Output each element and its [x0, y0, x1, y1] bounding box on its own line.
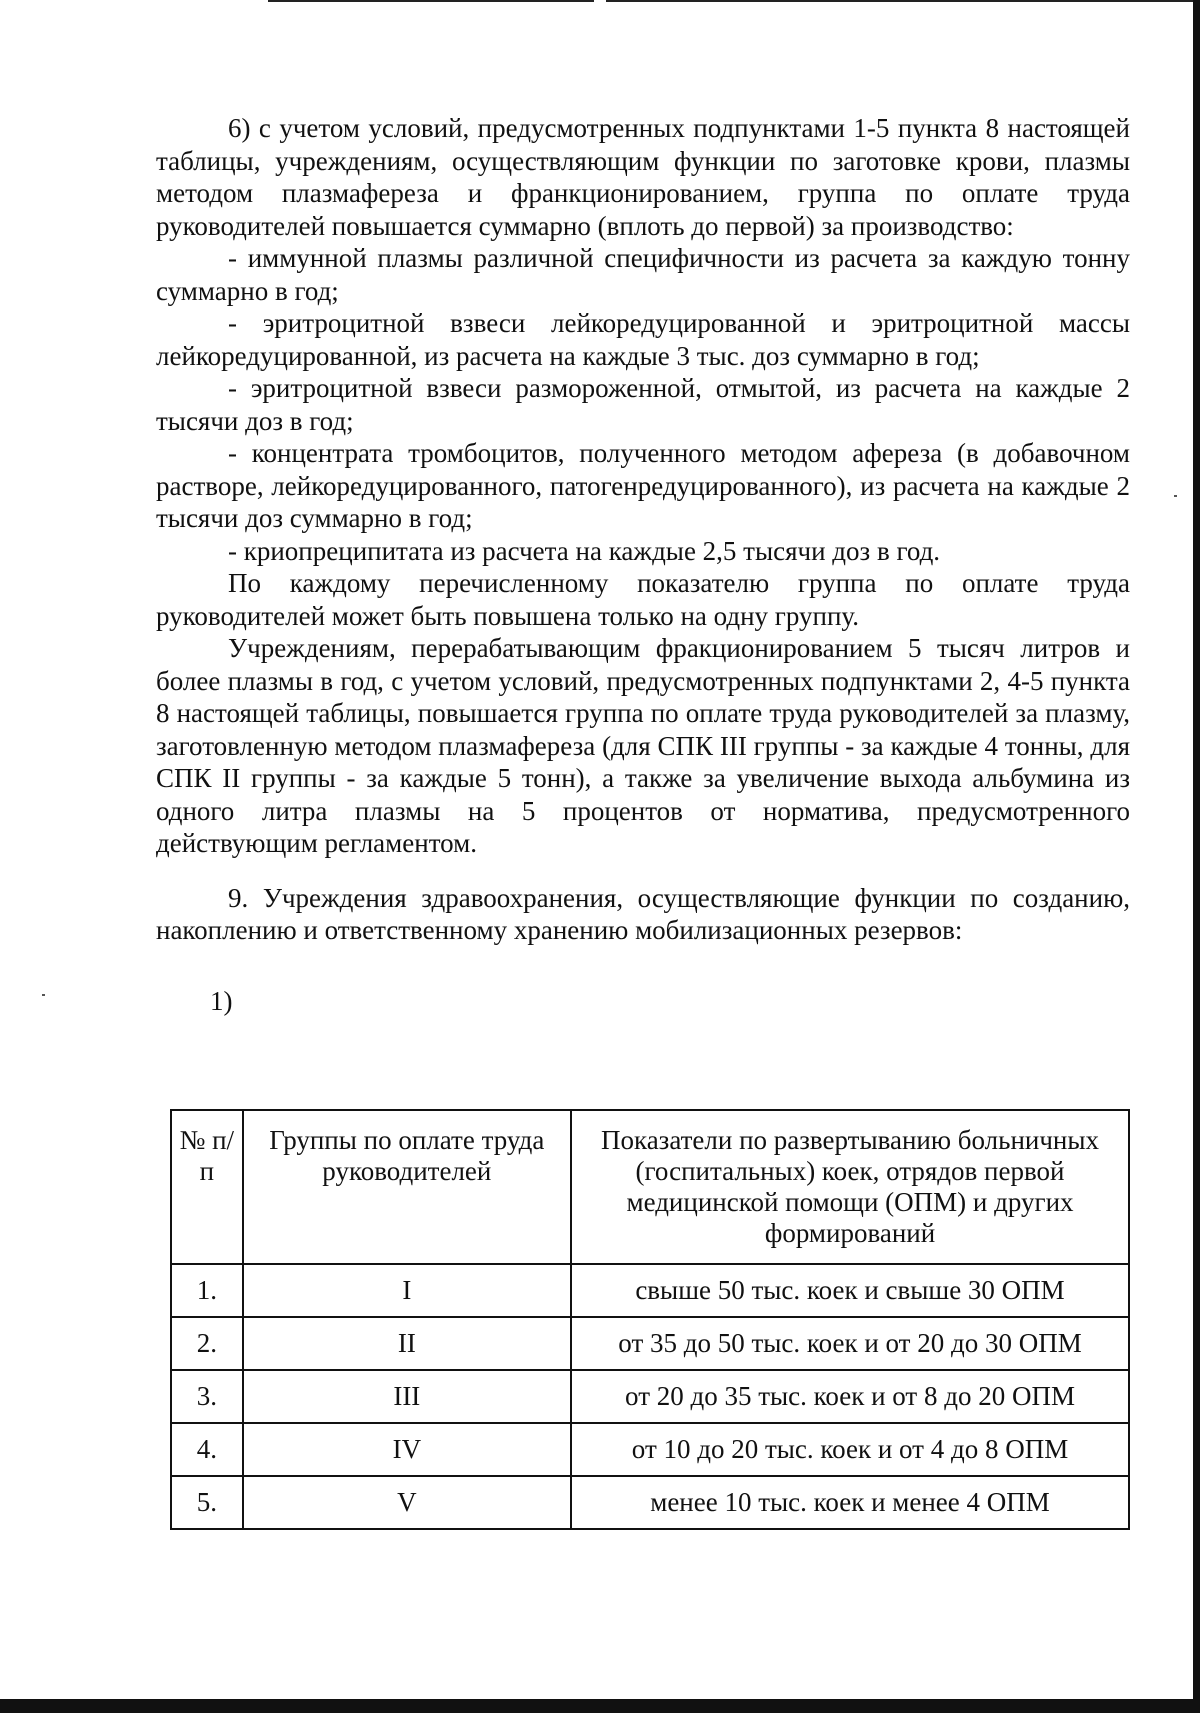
row-indicator: свыше 50 тыс. коек и свыше 30 ОПМ: [571, 1264, 1129, 1317]
row-number: 1.: [171, 1264, 243, 1317]
subpoint-label: 1): [210, 985, 233, 1016]
row-number: 4.: [171, 1423, 243, 1476]
paragraph-9: 9. Учреждения здравоохранения, осуществляющие функции по созданию, накоплению и ответственному хранению мобилизационных резервов:: [156, 882, 1130, 945]
header-number: № п/п: [171, 1110, 243, 1264]
scan-right-edge: [1193, 0, 1200, 1713]
scan-speck: [42, 994, 45, 996]
row-indicator: от 20 до 35 тыс. коек и от 8 до 20 ОПМ: [571, 1370, 1129, 1423]
document-body: [156, 112, 1130, 1017]
row-group: I: [243, 1264, 571, 1317]
row-group: V: [243, 1476, 571, 1529]
row-indicator: менее 10 тыс. коек и менее 4 ОПМ: [571, 1476, 1129, 1529]
table-row: [171, 1476, 1129, 1529]
scan-top-line-left: [268, 0, 594, 2]
paragraph-one-group-rule: По каждому перечисленному показателю группа по оплате труда руководителей может быть повышена только на одну группу.: [156, 568, 1130, 631]
row-group: II: [243, 1317, 571, 1370]
row-number: 3.: [171, 1370, 243, 1423]
table-row: [171, 1423, 1129, 1476]
header-pay-group: Группы по оплате труда руководителей: [243, 1110, 571, 1264]
list-item-erythrocyte-suspension: - эритроцитной взвеси лейкоредуцированной и эритроцитной массы лейкоредуцированной, из расчета на каждые 3 тыс. доз суммарно в год;: [156, 308, 1130, 371]
scan-bottom-edge: [0, 1699, 1200, 1713]
list-item-thawed-erythrocytes: - эритроцитной взвеси размороженной, отмытой, из расчета на каждые 2 тысячи доз в год;: [156, 373, 1130, 436]
paragraph-6: 6) с учетом условий, предусмотренных подпунктами 1-5 пункта 8 настоящей таблицы, учреждениям, осуществляющим функции по заготовке крови, плазмы методом плазмафереза и франкционированием, группа по оплате труда руководителей повышается суммарно (вплоть до первой) за производство:: [156, 113, 1130, 241]
row-group: IV: [243, 1423, 571, 1476]
list-item-platelet-concentrate: - концентрата тромбоцитов, полученного методом афереза (в добавочном растворе, лейкоредуцированного, патогенредуцированного), из расчета на каждые 2 тысячи доз суммарно в год;: [156, 438, 1130, 533]
list-item-cryoprecipitate: - криопреципитата из расчета на каждые 2,5 тысячи доз в год.: [228, 535, 941, 566]
row-number: 5.: [171, 1476, 243, 1529]
row-group: III: [243, 1370, 571, 1423]
table-row: [171, 1264, 1129, 1317]
header-indicators: Показатели по развертыванию больничных (госпитальных) коек, отрядов первой медицинской помощи (ОПМ) и других формирований: [571, 1110, 1129, 1264]
table-row: [171, 1317, 1129, 1370]
paragraph-fractionation: Учреждениям, перерабатывающим фракционированием 5 тысяч литров и более плазмы в год, с учетом условий, предусмотренных подпунктами 2, 4-5 пункта 8 настоящей таблицы, повышается группа по оплате труда руководителей за плазму, заготовленную методом плазмафереза (для СПК III группы - за каждые 4 тонны, для СПК II группы - за каждые 5 тонн), а также за увеличение выхода альбумина из одного литра плазмы на 5 процентов от норматива, предусмотренного действующим регламентом.: [156, 633, 1130, 858]
list-item-immune-plasma: - иммунной плазмы различной специфичности из расчета за каждую тонну суммарно в год;: [156, 243, 1130, 306]
row-indicator: от 35 до 50 тыс. коек и от 20 до 30 ОПМ: [571, 1317, 1129, 1370]
row-number: 2.: [171, 1317, 243, 1370]
table-row: [171, 1370, 1129, 1423]
row-indicator: от 10 до 20 тыс. коек и от 4 до 8 ОПМ: [571, 1423, 1129, 1476]
scan-speck: [1174, 495, 1177, 497]
table-header-row: [171, 1110, 1129, 1264]
scan-top-line-right: [606, 0, 1200, 2]
pay-groups-table: [170, 1109, 1130, 1530]
